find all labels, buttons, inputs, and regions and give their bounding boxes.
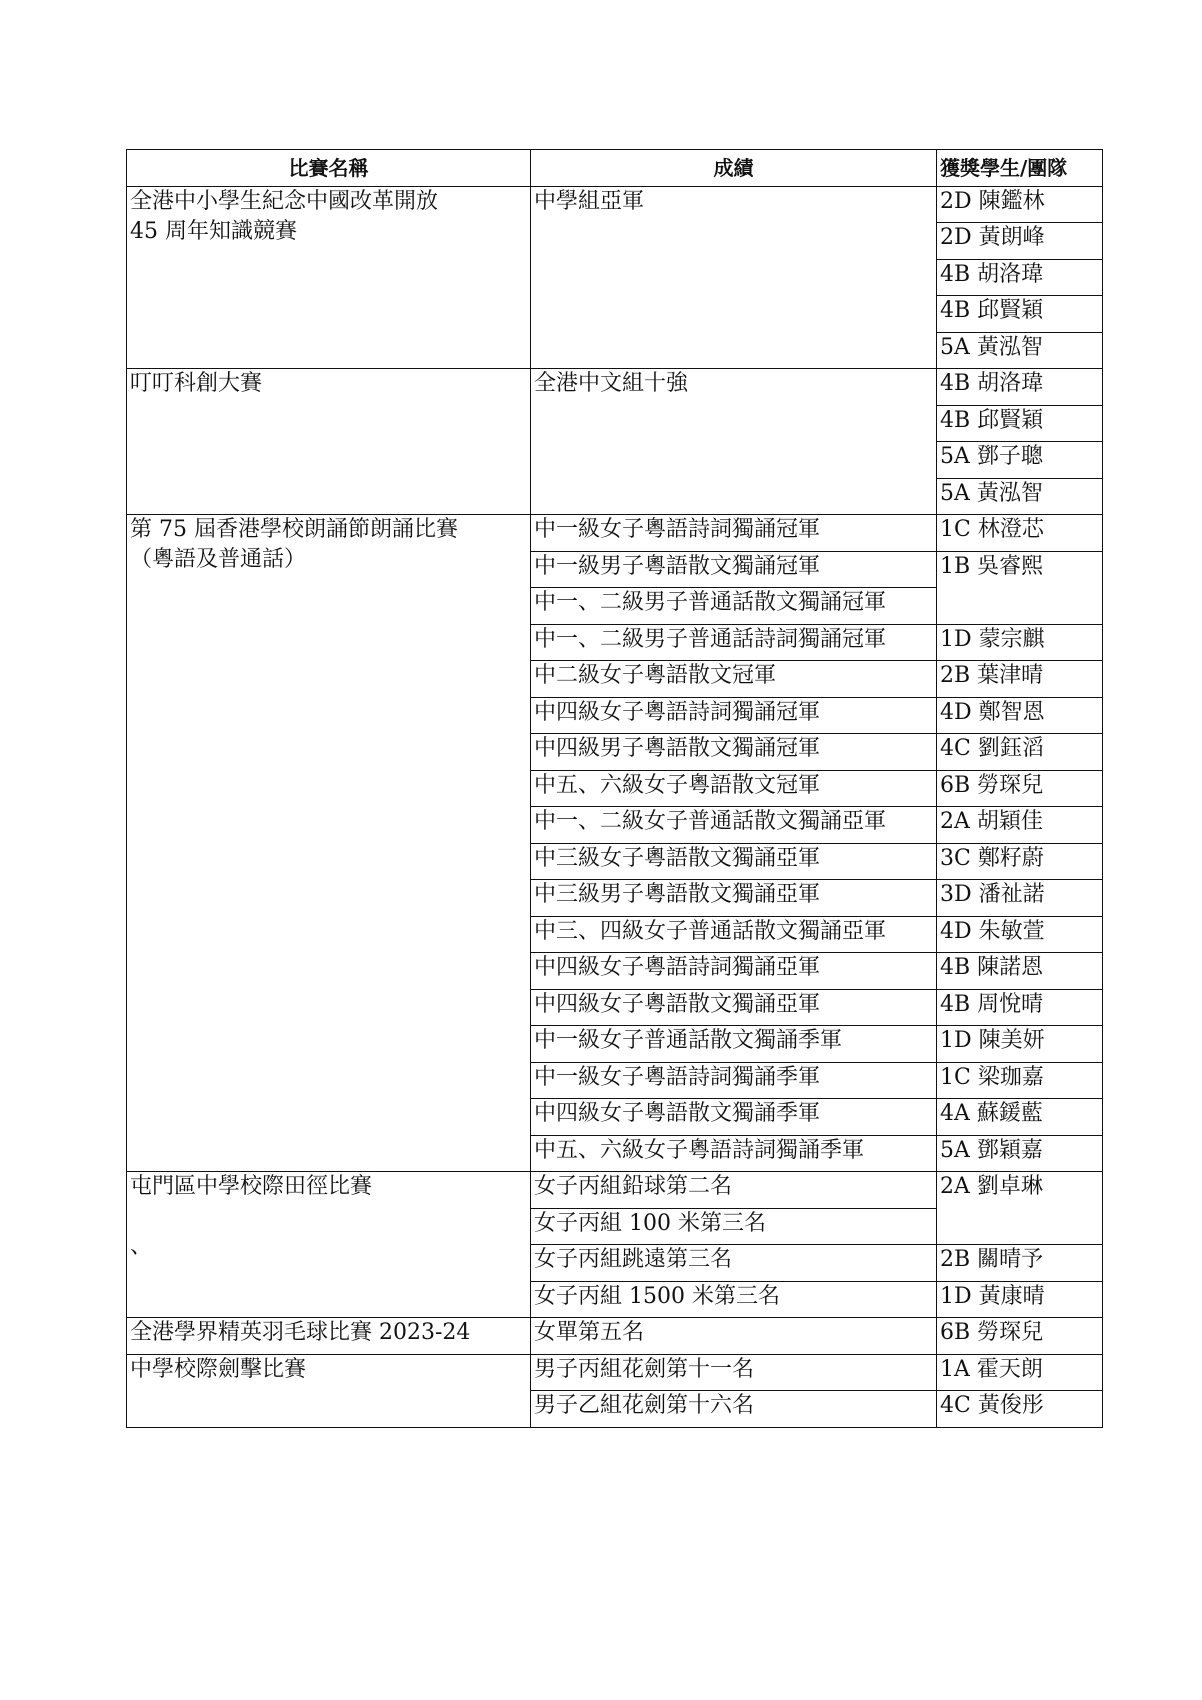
header-result: 成績 bbox=[531, 150, 937, 187]
table-row bbox=[127, 1354, 1103, 1391]
winner-cell: 3C 鄭籽蔚 bbox=[937, 843, 1103, 880]
result-cell: 女子丙組 1500 米第三名 bbox=[531, 1281, 937, 1318]
result-cell: 中三、四級女子普通話散文獨誦亞軍 bbox=[531, 916, 937, 953]
result-cell: 中一級女子普通話散文獨誦季軍 bbox=[531, 1026, 937, 1063]
winner-cell: 2A 胡穎佳 bbox=[937, 807, 1103, 844]
winner-cell: 2D 黃朗峰 bbox=[937, 223, 1103, 260]
result-cell: 中一、二級男子普通話散文獨誦冠軍 bbox=[531, 588, 937, 625]
awards-table bbox=[126, 149, 1103, 1428]
winner-cell: 2D 陳鑑林 bbox=[937, 186, 1103, 223]
result-cell: 中二級女子粵語散文冠軍 bbox=[531, 661, 937, 698]
winner-cell: 1D 陳美妍 bbox=[937, 1026, 1103, 1063]
winner-cell: 4C 劉鈺滔 bbox=[937, 734, 1103, 771]
winner-cell: 2A 劉卓琳 bbox=[937, 1172, 1103, 1245]
result-cell: 中三級女子粵語散文獨誦亞軍 bbox=[531, 843, 937, 880]
result-cell: 中五、六級女子粵語詩詞獨誦季軍 bbox=[531, 1135, 937, 1172]
winner-cell: 1C 林澄芯 bbox=[937, 515, 1103, 552]
table-row bbox=[127, 515, 1103, 552]
winner-cell: 4D 朱敏萱 bbox=[937, 916, 1103, 953]
result-cell: 中五、六級女子粵語散文冠軍 bbox=[531, 770, 937, 807]
winner-cell: 2B 關晴予 bbox=[937, 1245, 1103, 1282]
result-cell: 中四級女子粵語詩詞獨誦亞軍 bbox=[531, 953, 937, 990]
header-competition: 比賽名稱 bbox=[127, 150, 531, 187]
result-cell: 中四級女子粵語散文獨誦季軍 bbox=[531, 1099, 937, 1136]
table-row bbox=[127, 186, 1103, 223]
result-cell: 女子丙組鉛球第二名 bbox=[531, 1172, 937, 1209]
result-cell: 女單第五名 bbox=[531, 1318, 937, 1355]
winner-cell: 1A 霍天朗 bbox=[937, 1354, 1103, 1391]
result-cell: 男子丙組花劍第十一名 bbox=[531, 1354, 937, 1391]
result-cell: 中一級男子粵語散文獨誦冠軍 bbox=[531, 551, 937, 588]
competition-cell bbox=[127, 515, 531, 1172]
winner-cell: 5A 黃泓智 bbox=[937, 478, 1103, 515]
result-cell: 中三級男子粵語散文獨誦亞軍 bbox=[531, 880, 937, 917]
competition-cell bbox=[127, 186, 531, 369]
table-row bbox=[127, 1172, 1103, 1209]
result-cell: 中一、二級女子普通話散文獨誦亞軍 bbox=[531, 807, 937, 844]
competition-cell bbox=[127, 1354, 531, 1427]
winner-cell: 6B 勞琛兒 bbox=[937, 1318, 1103, 1355]
winner-cell: 4B 陳諾恩 bbox=[937, 953, 1103, 990]
winner-cell: 2B 葉津晴 bbox=[937, 661, 1103, 698]
result-cell: 女子丙組跳遠第三名 bbox=[531, 1245, 937, 1282]
winner-cell: 4B 胡洛瑋 bbox=[937, 259, 1103, 296]
competition-name-line: 第 75 屆香港學校朗誦節朗誦比賽 bbox=[130, 517, 458, 542]
table-row bbox=[127, 369, 1103, 406]
result-cell: 中一、二級男子普通話詩詞獨誦冠軍 bbox=[531, 624, 937, 661]
result-cell: 全港中文組十強 bbox=[531, 369, 937, 515]
winner-cell: 1B 吳睿熙 bbox=[937, 551, 1103, 624]
result-cell: 中四級女子粵語詩詞獨誦冠軍 bbox=[531, 697, 937, 734]
winner-cell: 4B 胡洛瑋 bbox=[937, 369, 1103, 406]
competition-cell bbox=[127, 1318, 531, 1355]
header-winner: 獲獎學生/團隊 bbox=[937, 150, 1103, 187]
winner-cell: 5A 黃泓智 bbox=[937, 332, 1103, 369]
competition-name-line: 、 bbox=[130, 1234, 153, 1259]
winner-cell: 5A 鄧穎嘉 bbox=[937, 1135, 1103, 1172]
competition-name-line: 全港學界精英羽毛球比賽 2023-24 bbox=[130, 1320, 471, 1345]
winner-cell: 3D 潘祉諾 bbox=[937, 880, 1103, 917]
winner-cell: 4C 黃俊彤 bbox=[937, 1391, 1103, 1428]
winner-cell: 4A 蘇鍰藍 bbox=[937, 1099, 1103, 1136]
winner-cell: 5A 鄧子聰 bbox=[937, 442, 1103, 479]
result-cell: 中四級男子粵語散文獨誦冠軍 bbox=[531, 734, 937, 771]
competition-name-line: 屯門區中學校際田徑比賽 bbox=[130, 1174, 373, 1199]
winner-cell: 4D 鄭智恩 bbox=[937, 697, 1103, 734]
result-cell: 中一級女子粵語詩詞獨誦季軍 bbox=[531, 1062, 937, 1099]
result-cell: 中學組亞軍 bbox=[531, 186, 937, 369]
header-row bbox=[127, 150, 1103, 187]
competition-name-line: 45 周年知識競賽 bbox=[130, 218, 297, 244]
result-cell: 中四級女子粵語散文獨誦亞軍 bbox=[531, 989, 937, 1026]
competition-name-line: 全港中小學生紀念中國改革開放 bbox=[130, 188, 439, 214]
result-cell: 男子乙組花劍第十六名 bbox=[531, 1391, 937, 1428]
winner-cell: 4B 邱賢穎 bbox=[937, 296, 1103, 333]
table-body bbox=[127, 186, 1103, 1427]
competition-name-line: （粵語及普通話） bbox=[130, 547, 307, 572]
table-row bbox=[127, 1318, 1103, 1355]
result-cell: 女子丙組 100 米第三名 bbox=[531, 1208, 937, 1245]
winner-cell: 1C 梁珈嘉 bbox=[937, 1062, 1103, 1099]
winner-cell: 4B 邱賢穎 bbox=[937, 405, 1103, 442]
competition-cell bbox=[127, 369, 531, 515]
winner-cell: 6B 勞琛兒 bbox=[937, 770, 1103, 807]
competition-cell bbox=[127, 1172, 531, 1318]
competition-name-line: 中學校際劍擊比賽 bbox=[130, 1356, 307, 1382]
competition-name-line bbox=[130, 1202, 527, 1232]
winner-cell: 1D 蒙宗麒 bbox=[937, 624, 1103, 661]
winner-cell: 1D 黃康晴 bbox=[937, 1281, 1103, 1318]
winner-cell: 4B 周悅晴 bbox=[937, 989, 1103, 1026]
result-cell: 中一級女子粵語詩詞獨誦冠軍 bbox=[531, 515, 937, 552]
competition-name-line: 叮叮科創大賽 bbox=[130, 371, 263, 396]
